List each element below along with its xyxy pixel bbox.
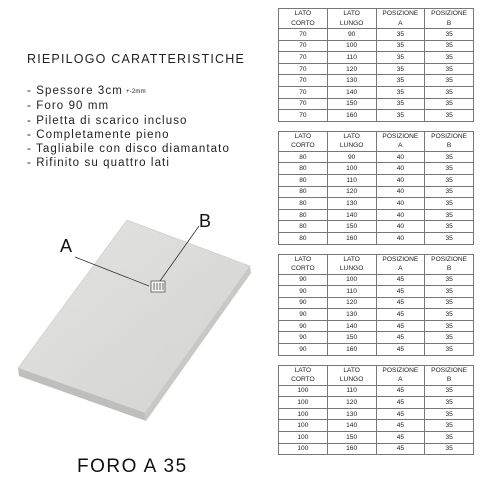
cell: 110 <box>327 52 376 64</box>
cell: 150 <box>327 221 376 233</box>
table-row <box>279 163 474 175</box>
cell: 35 <box>425 75 474 87</box>
cell: 35 <box>425 40 474 52</box>
cell: 35 <box>425 320 474 332</box>
cell: 35 <box>425 332 474 344</box>
table-row <box>279 52 474 64</box>
header-posizione-b: POSIZIONE B <box>425 9 474 29</box>
header-lato-corto: LATO CORTO <box>279 254 328 274</box>
cell: 45 <box>376 420 425 432</box>
table-row <box>279 297 474 309</box>
cell: 160 <box>327 443 376 455</box>
cell: 80 <box>279 232 328 244</box>
cell: 45 <box>376 344 425 356</box>
cell: 100 <box>327 40 376 52</box>
cell: 100 <box>279 408 328 420</box>
cell: 45 <box>376 397 425 409</box>
feature-item: - Rifinito su quattro lati <box>27 157 171 170</box>
cell: 35 <box>376 86 425 98</box>
cell: 150 <box>327 332 376 344</box>
cell: 40 <box>376 209 425 221</box>
header-posizione-b: POSIZIONE B <box>425 365 474 385</box>
cell: 110 <box>327 286 376 298</box>
table-row <box>279 198 474 210</box>
cell: 110 <box>327 174 376 186</box>
cell: 160 <box>327 232 376 244</box>
cell: 80 <box>279 151 328 163</box>
shower-tray-diagram <box>0 200 275 440</box>
cell: 70 <box>279 98 328 110</box>
drain-icon <box>151 281 165 292</box>
cell: 35 <box>425 397 474 409</box>
header-posizione-a: POSIZIONE A <box>376 9 425 29</box>
dimension-table-80 <box>278 131 474 245</box>
table-row <box>279 151 474 163</box>
feature-item: - Tagliabile con disco diamantato <box>27 143 230 156</box>
cell: 40 <box>376 198 425 210</box>
table-row <box>279 186 474 198</box>
cell: 35 <box>425 110 474 122</box>
cell: 130 <box>327 198 376 210</box>
table-row <box>279 209 474 221</box>
cell: 35 <box>425 86 474 98</box>
cell: 140 <box>327 320 376 332</box>
cell: 45 <box>376 432 425 444</box>
feature-item: - Foro 90 mm <box>27 100 110 113</box>
cell: 80 <box>279 221 328 233</box>
cell: 40 <box>376 221 425 233</box>
cell: 120 <box>327 63 376 75</box>
dimension-table-90 <box>278 254 474 356</box>
header-posizione-a: POSIZIONE A <box>376 131 425 151</box>
cell: 150 <box>327 432 376 444</box>
position-label-a: A <box>60 236 73 256</box>
cell: 130 <box>327 75 376 87</box>
cell: 90 <box>279 344 328 356</box>
cell: 80 <box>279 174 328 186</box>
cell: 150 <box>327 98 376 110</box>
cell: 80 <box>279 186 328 198</box>
header-lato-corto: LATO CORTO <box>279 131 328 151</box>
cell: 90 <box>279 309 328 321</box>
cell: 45 <box>376 332 425 344</box>
cell: 35 <box>425 286 474 298</box>
cell: 100 <box>279 432 328 444</box>
table-row <box>279 174 474 186</box>
dimension-tables <box>278 8 474 455</box>
cell: 100 <box>279 385 328 397</box>
cell: 45 <box>376 297 425 309</box>
cell: 90 <box>279 320 328 332</box>
table-row <box>279 309 474 321</box>
cell: 40 <box>376 163 425 175</box>
drain-position-caption: FORO A 35 <box>77 456 188 477</box>
header-posizione-a: POSIZIONE A <box>376 254 425 274</box>
dimension-table-100 <box>278 365 474 456</box>
cell: 35 <box>425 52 474 64</box>
cell: 160 <box>327 110 376 122</box>
cell: 70 <box>279 86 328 98</box>
cell: 35 <box>376 52 425 64</box>
cell: 100 <box>327 163 376 175</box>
cell: 90 <box>327 151 376 163</box>
table-row <box>279 344 474 356</box>
table-row <box>279 320 474 332</box>
cell: 120 <box>327 397 376 409</box>
cell: 35 <box>425 163 474 175</box>
cell: 35 <box>376 98 425 110</box>
cell: 70 <box>279 40 328 52</box>
feature-list <box>27 84 230 171</box>
cell: 35 <box>425 221 474 233</box>
table-row <box>279 75 474 87</box>
table-row <box>279 232 474 244</box>
cell: 100 <box>279 397 328 409</box>
cell: 35 <box>425 63 474 75</box>
cell: 35 <box>425 209 474 221</box>
table-row <box>279 385 474 397</box>
cell: 35 <box>425 385 474 397</box>
position-label-b: B <box>199 211 212 231</box>
cell: 35 <box>376 75 425 87</box>
cell: 45 <box>376 320 425 332</box>
cell: 35 <box>425 232 474 244</box>
cell: 40 <box>376 174 425 186</box>
table-row <box>279 98 474 110</box>
table-header-row <box>279 254 474 274</box>
cell: 45 <box>376 309 425 321</box>
header-lato-lungo: LATO LUNGO <box>327 131 376 151</box>
cell: 80 <box>279 163 328 175</box>
header-lato-lungo: LATO LUNGO <box>327 254 376 274</box>
cell: 40 <box>376 186 425 198</box>
cell: 140 <box>327 86 376 98</box>
table-row <box>279 432 474 444</box>
cell: 130 <box>327 408 376 420</box>
cell: 90 <box>279 286 328 298</box>
table-row <box>279 86 474 98</box>
cell: 45 <box>376 408 425 420</box>
header-lato-lungo: LATO LUNGO <box>327 9 376 29</box>
cell: 35 <box>376 63 425 75</box>
cell: 130 <box>327 309 376 321</box>
cell: 120 <box>327 186 376 198</box>
table-row <box>279 29 474 41</box>
cell: 35 <box>425 443 474 455</box>
cell: 70 <box>279 63 328 75</box>
cell: 35 <box>425 408 474 420</box>
header-lato-lungo: LATO LUNGO <box>327 365 376 385</box>
table-row <box>279 408 474 420</box>
header-posizione-a: POSIZIONE A <box>376 365 425 385</box>
summary-title: RIEPILOGO CARATTERISTICHE <box>27 52 245 66</box>
cell: 70 <box>279 75 328 87</box>
table-row <box>279 332 474 344</box>
cell: 35 <box>425 274 474 286</box>
cell: 35 <box>425 174 474 186</box>
cell: 35 <box>376 40 425 52</box>
cell: 35 <box>425 98 474 110</box>
table-row <box>279 443 474 455</box>
table-row <box>279 286 474 298</box>
table-row <box>279 420 474 432</box>
cell: 35 <box>425 297 474 309</box>
table-row <box>279 63 474 75</box>
cell: 35 <box>425 420 474 432</box>
cell: 70 <box>279 29 328 41</box>
header-lato-corto: LATO CORTO <box>279 365 328 385</box>
feature-item: - Piletta di scarico incluso <box>27 114 188 127</box>
cell: 140 <box>327 420 376 432</box>
cell: 35 <box>425 186 474 198</box>
cell: 90 <box>279 274 328 286</box>
cell: 35 <box>425 309 474 321</box>
cell: 35 <box>425 151 474 163</box>
cell: 70 <box>279 52 328 64</box>
cell: 110 <box>327 385 376 397</box>
cell: 35 <box>376 110 425 122</box>
feature-tolerance: +-2mm <box>125 89 146 95</box>
table-row <box>279 221 474 233</box>
feature-item: - Spessore 3cm +-2mm <box>27 85 146 97</box>
cell: 100 <box>279 420 328 432</box>
cell: 100 <box>327 274 376 286</box>
cell: 40 <box>376 232 425 244</box>
cell: 40 <box>376 151 425 163</box>
cell: 140 <box>327 209 376 221</box>
cell: 100 <box>279 443 328 455</box>
cell: 120 <box>327 297 376 309</box>
feature-item: - Completamente pieno <box>27 128 170 141</box>
cell: 35 <box>425 198 474 210</box>
cell: 45 <box>376 443 425 455</box>
header-posizione-b: POSIZIONE B <box>425 131 474 151</box>
table-header-row <box>279 131 474 151</box>
cell: 35 <box>425 344 474 356</box>
table-row <box>279 397 474 409</box>
cell: 35 <box>425 432 474 444</box>
cell: 90 <box>279 332 328 344</box>
cell: 90 <box>279 297 328 309</box>
cell: 160 <box>327 344 376 356</box>
header-posizione-b: POSIZIONE B <box>425 254 474 274</box>
table-header-row <box>279 9 474 29</box>
cell: 45 <box>376 286 425 298</box>
table-header-row <box>279 365 474 385</box>
cell: 80 <box>279 198 328 210</box>
cell: 90 <box>327 29 376 41</box>
header-lato-corto: LATO CORTO <box>279 9 328 29</box>
cell: 35 <box>425 29 474 41</box>
table-row <box>279 274 474 286</box>
cell: 80 <box>279 209 328 221</box>
cell: 35 <box>376 29 425 41</box>
cell: 45 <box>376 274 425 286</box>
dimension-table-70 <box>278 8 474 122</box>
table-row <box>279 110 474 122</box>
table-row <box>279 40 474 52</box>
cell: 70 <box>279 110 328 122</box>
cell: 45 <box>376 385 425 397</box>
